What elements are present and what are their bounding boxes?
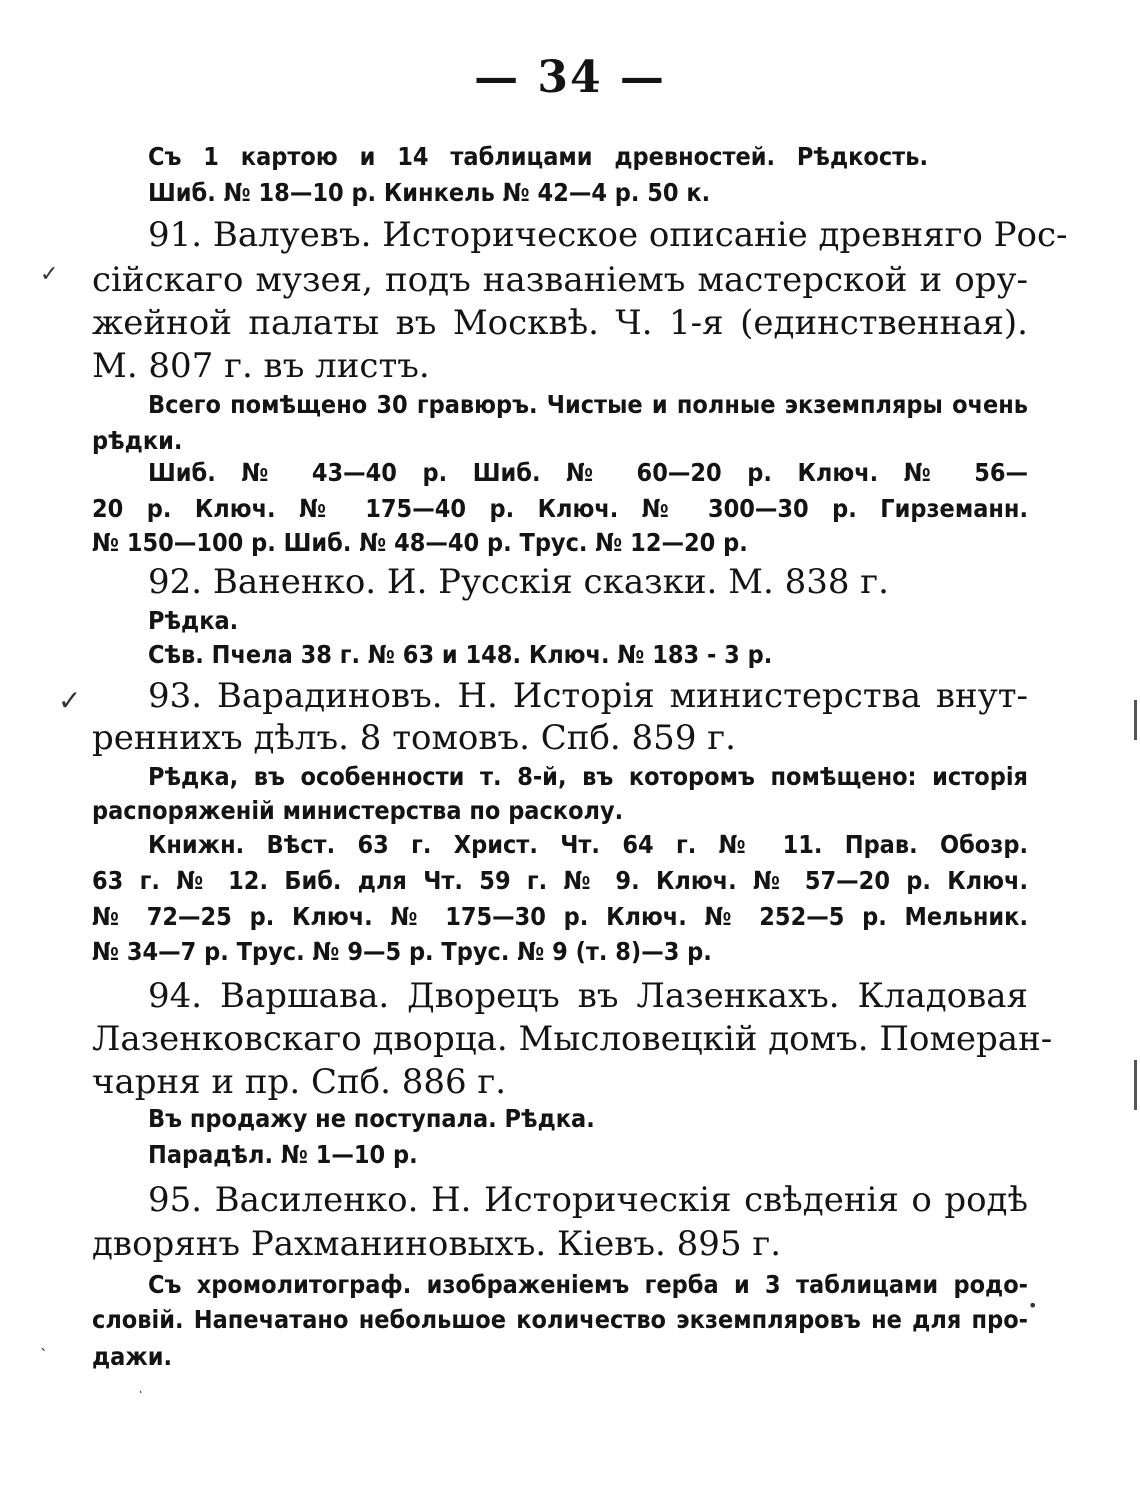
entry-92-title: 92. Ваненко. И. Русскія сказки. М. 838 г. <box>148 562 889 602</box>
entry-95-title: 95. Василенко. Н. Историческія свѣденія о родѣ <box>148 1180 1028 1220</box>
entry-93-note: распоряженій министерства по расколу. <box>92 796 624 825</box>
note-line: Съ 1 картою и 14 таблицами древностей. Рѣдкость. <box>148 142 928 171</box>
entry-93-references: № 72—25 р. Ключ. № 175—30 р. Ключ. № 252—5 р. Мельник. <box>92 902 1028 931</box>
entry-91-title: сійскаго музея, подъ названіемъ мастерской и ору- <box>92 260 1028 300</box>
entry-92-note: Рѣдка. <box>148 606 239 635</box>
entry-91-references: 20 р. Ключ. № 175—40 р. Ключ. № 300—30 р. Гирземанн. <box>92 494 1028 523</box>
scan-edge-line <box>1134 1060 1137 1110</box>
entry-91-note: рѣдки. <box>92 426 183 455</box>
entry-93-title: реннихъ дѣлъ. 8 томовъ. Спб. 859 г. <box>92 718 736 758</box>
entry-91-references: Шиб. № 43—40 р. Шиб. № 60—20 р. Ключ. № 56— <box>148 458 1028 487</box>
entry-91-title: 91. Валуевъ. Историческое описаніе древняго Рос- <box>148 215 1068 255</box>
entry-91-references: № 150—100 р. Шиб. № 48—40 р. Трус. № 12—20 р. <box>92 528 748 557</box>
entry-92-references: Сѣв. Пчела 38 г. № 63 и 148. Ключ. № 183 - 3 р. <box>148 640 773 669</box>
entry-94-note: Въ продажу не поступала. Рѣдка. <box>148 1104 595 1133</box>
margin-stray-mark: ` <box>40 1346 48 1365</box>
page-number: — 34 — <box>474 52 666 103</box>
entry-93-references: Книжн. Вѣст. 63 г. Христ. Чт. 64 г. № 11. Прав. Обозр. <box>148 830 1028 859</box>
entry-94-references: Парадѣл. № 1—10 р. <box>148 1140 418 1169</box>
entry-95-note: словій. Напечатано небольшое количество экземпляровъ не для про- <box>92 1305 1028 1334</box>
entry-93-references: 63 г. № 12. Биб. для Чт. 59 г. № 9. Ключ. № 57—20 р. Ключ. <box>92 866 1028 895</box>
entry-91-title: М. 807 г. въ листъ. <box>92 346 430 386</box>
scan-edge-line <box>1134 700 1137 740</box>
reference-line: Шиб. № 18—10 р. Кинкель № 42—4 р. 50 к. <box>148 178 711 207</box>
entry-91-note: Всего помѣщено 30 гравюръ. Чистые и полные экземпляры очень <box>148 390 1028 419</box>
entry-93-title: 93. Варадиновъ. Н. Исторія министерства внут- <box>148 676 1028 716</box>
entry-91-title: жейной палаты въ Москвѣ. Ч. 1-я (единственная). <box>92 303 1028 343</box>
entry-94-title: 94. Варшава. Дворецъ въ Лазенкахъ. Кладовая <box>148 976 1028 1016</box>
entry-95-note: дажи. <box>92 1342 173 1371</box>
entry-93-note: Рѣдка, въ особенности т. 8-й, въ которомъ помѣщено: исторія <box>148 762 1028 791</box>
margin-check-mark: ✓ <box>58 684 82 717</box>
entry-94-title: чарня и пр. Спб. 886 г. <box>92 1062 507 1102</box>
entry-95-title: дворянъ Рахманиновыхъ. Кіевъ. 895 г. <box>92 1224 781 1264</box>
margin-check-mark: ✓ <box>40 262 59 287</box>
entry-93-references: № 34—7 р. Трус. № 9—5 р. Трус. № 9 (т. 8)—3 р. <box>92 937 712 966</box>
entry-94-title: Лазенковскаго дворца. Мысловецкій домъ. Померан- <box>92 1019 1053 1059</box>
margin-stray-dot: • <box>1028 1296 1038 1315</box>
entry-95-note: Съ хромолитограф. изображеніемъ герба и 3 таблицами родо- <box>148 1270 1028 1299</box>
